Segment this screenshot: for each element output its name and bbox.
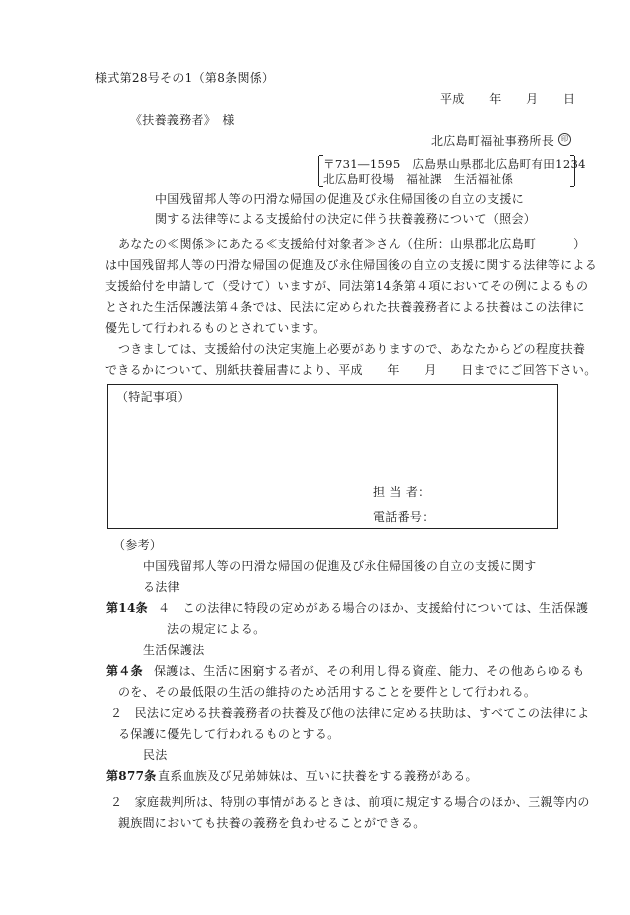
law3-title: 民法 bbox=[143, 748, 168, 762]
body-p1-line-5: 優先して行われるものとされています。 bbox=[105, 321, 326, 335]
body-p2-line-2: できるかについて、別紙扶養届書により、平成 年 月 日までにご回答下さい。 bbox=[105, 363, 597, 377]
sender: 北広島町福祉事務所長 bbox=[431, 134, 555, 148]
reference-heading: （参考） bbox=[113, 538, 163, 552]
body-p1-line-4: とされた生活保護法第４条では、民法に定められた扶養義務者による扶養はこの法律に bbox=[105, 300, 585, 314]
law2-text-1: 保護は、生活に困窮する者が、その利用し得る資産、能力、その他あらゆるも bbox=[154, 664, 585, 678]
address-line-2: 北広島町役場 福祉課 生活福祉係 bbox=[323, 172, 514, 186]
form-number: 様式第28号その1（第8条関係） bbox=[95, 71, 275, 85]
law3-p2-2: 親族間においても扶養の義務を負わせることができる。 bbox=[118, 816, 426, 830]
law2-p2-1: ２ 民法に定める扶養義務者の扶養及び他の法律に定める扶助は、すべてこの法律によ bbox=[110, 706, 590, 720]
law1-text-2: 法の規定による。 bbox=[167, 622, 266, 636]
address-line-1: 〒731―1595 広島県山県郡北広島町有田1234 bbox=[323, 157, 586, 171]
date-line: 平成 年 月 日 bbox=[440, 92, 576, 106]
body-p1-line-1: あなたの≪関係≫にあたる≪支援給付対象者≫さん（住所：山県郡北広島町 ） bbox=[118, 237, 586, 251]
law2-p2-2: る保護に優先して行われるものとする。 bbox=[118, 727, 340, 741]
body-p1-line-3: 支援給付を申請して（受けて）いますが、同法第14条第４項においてその例によるもの bbox=[105, 279, 589, 293]
law3-p2-1: ２ 家庭裁判所は、特別の事情があるときは、前項に規定する場合のほか、三親等内の bbox=[110, 795, 590, 809]
law2-text-2: のを、その最低限の生活の維持のため活用することを要件として行われる。 bbox=[118, 685, 537, 699]
body-p2-line-1: つきましては、支援給付の決定実施上必要がありますので、あなたからどの程度扶養 bbox=[118, 342, 586, 356]
law3-text: 直系血族及び兄弟姉妹は、互いに扶養をする義務がある。 bbox=[158, 769, 478, 783]
title-line-2: 関する法律等による支援給付の決定に伴う扶養義務について（照会） bbox=[155, 212, 537, 226]
staff-label: 担 当 者： bbox=[373, 485, 431, 499]
seal-mark: 印 bbox=[558, 133, 571, 146]
law2-title: 生活保護法 bbox=[143, 643, 205, 657]
law1-text-1: ４ この法律に特段の定めがある場合のほか、支援給付については、生活保護 bbox=[158, 601, 589, 615]
law1-article: 第14条 bbox=[106, 601, 148, 615]
title-line-1: 中国残留邦人等の円滑な帰国の促進及び永住帰国後の自立の支援に bbox=[155, 192, 525, 206]
law2-article: 第４条 bbox=[106, 664, 143, 678]
special-notes-label: （特記事項） bbox=[116, 390, 190, 404]
law1-title-2: る法律 bbox=[143, 580, 180, 594]
special-notes-box bbox=[107, 384, 558, 529]
body-p1-line-2: は中国残留邦人等の円滑な帰国の促進及び永住帰国後の自立の支援に関する法律等による bbox=[105, 258, 598, 272]
law3-article: 第877条 bbox=[106, 769, 157, 783]
law1-title-1: 中国残留邦人等の円滑な帰国の促進及び永住帰国後の自立の支援に関す bbox=[143, 559, 537, 573]
phone-label: 電話番号： bbox=[373, 510, 435, 524]
addressee: 《扶養義務者》 様 bbox=[130, 113, 235, 127]
